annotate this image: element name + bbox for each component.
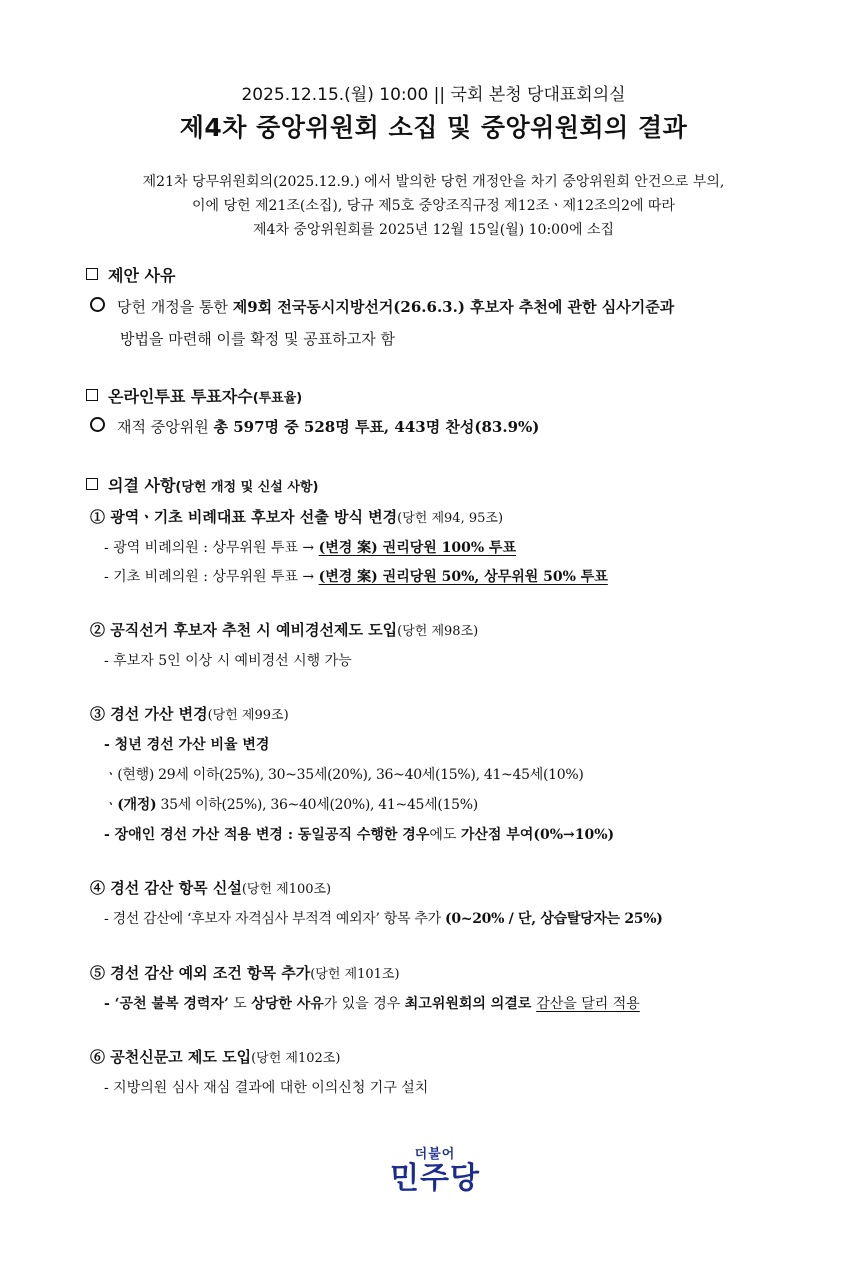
resolution-line (104, 734, 269, 754)
resolution-line (104, 794, 478, 814)
resolution-item-1 (90, 506, 503, 527)
line-text-underlined: (변경 案) 권리당원 50%, 상무위원 50% 투표 (318, 569, 608, 585)
line-text: - 후보자 5인 이상 시 예비경선 시행 가능 (104, 653, 352, 669)
line-text: - 경선 감산에 ‘후보자 자격심사 부적격 예외자’ 항목 추가 (104, 911, 446, 927)
resolution-title: ② 공직선거 후보자 추천 시 예비경선제도 도입 (90, 621, 398, 639)
resolution-line (104, 908, 663, 928)
resolution-item-6 (90, 1046, 340, 1067)
online-vote-item (90, 416, 539, 437)
resolution-ref: (당헌 제98조) (397, 624, 479, 639)
line-text-bold: 상당한 사유 (251, 996, 324, 1012)
square-bullet-icon (86, 268, 98, 280)
resolution-ref: (당헌 제102조) (251, 1051, 341, 1066)
line-text: - 기초 비례의원 : 상무위원 투표 → (104, 569, 319, 585)
section-heading-online-vote (86, 384, 302, 407)
vote-result-text: 총 597명 중 528명 투표, 443명 찬성(83.9%) (213, 418, 540, 436)
item-text: 당헌 개정을 통한 (117, 298, 233, 316)
resolution-line (104, 566, 608, 586)
circle-bullet-icon (90, 417, 105, 432)
intro-paragraph (40, 170, 827, 242)
intro-line: 제4차 중앙위원회를 2025년 12월 15일(월) 10:00에 소집 (253, 222, 614, 238)
page-title: 제4차 중앙위원회 소집 및 중앙위원회의 결과 (179, 113, 688, 142)
section-heading-proposal-reason (86, 263, 175, 286)
meeting-datetime-place: 2025.12.15.(월) 10:00 || 국회 본청 당대표회의실 (241, 85, 626, 105)
proposal-reason-item (90, 296, 674, 317)
logo-top-text: 더불어 (414, 1147, 456, 1162)
resolution-title: ⑤ 경선 감산 예외 조건 항목 추가 (90, 964, 311, 982)
resolution-item-3 (90, 703, 289, 724)
line-text: - 청년 경선 가산 비율 변경 (104, 737, 270, 753)
section-heading-sub: (투표율) (252, 391, 303, 406)
line-text-bold: - 장애인 경선 가산 적용 변경 : (104, 827, 298, 843)
line-text-bold: 가산점 부여(0%→10%) (460, 827, 615, 843)
line-text: ㆍ (104, 797, 118, 813)
line-text-bold: - ‘공천 불복 경력자’ (104, 996, 229, 1012)
resolution-ref: (당헌 제100조) (241, 882, 332, 897)
resolution-line (104, 993, 640, 1013)
line-text: ㆍ(현행) 29세 이하(25%), 30~35세(20%), 36~40세(15%), 41~45세(10%) (104, 767, 584, 783)
resolution-title: ⑥ 공천신문고 제도 도입 (90, 1048, 252, 1066)
section-heading-text: 의결 사항 (108, 476, 176, 495)
section-heading-text: 제안 사유 (108, 266, 176, 285)
resolution-title: ④ 경선 감산 항목 신설 (90, 879, 242, 897)
square-bullet-icon (86, 478, 98, 490)
resolution-ref: (당헌 제94, 95조) (397, 511, 504, 526)
line-text: 에도 (429, 827, 461, 843)
line-text-bold: (개정) (117, 797, 157, 813)
line-text: - 지방의원 심사 재심 결과에 대한 이의신청 기구 설치 (104, 1080, 429, 1096)
resolution-item-2 (90, 619, 478, 640)
circle-bullet-icon (90, 297, 105, 312)
resolution-item-4 (90, 877, 331, 898)
item-text: 재적 중앙위원 (117, 418, 214, 436)
section-heading-resolutions (86, 473, 318, 496)
item-text-bold: 제9회 전국동시지방선거(26.6.3.) 후보자 추천에 관한 심사기준과 (232, 298, 675, 316)
square-bullet-icon (86, 389, 98, 401)
resolution-ref: (당헌 제99조) (207, 708, 289, 723)
section-heading-sub: (당헌 개정 및 신설 사항) (175, 480, 319, 495)
resolution-line (104, 537, 516, 557)
logo-main-text: 민주당 (390, 1161, 480, 1196)
line-text-bold: 동일공직 수행한 경우 (297, 827, 430, 843)
line-text-underlined: (변경 案) 권리당원 100% 투표 (318, 540, 517, 556)
section-heading-text: 온라인투표 투표자수 (108, 387, 253, 406)
intro-line: 이에 당헌 제21조(소집), 당규 제5호 중앙조직규정 제12조ㆍ제12조의2에 따라 (192, 198, 675, 214)
party-logo (380, 1148, 490, 1210)
line-text-bold: 최고위원회의 의결로 (404, 996, 537, 1012)
resolution-title: ③ 경선 가산 변경 (90, 705, 208, 723)
line-text: 35세 이하(25%), 36~40세(20%), 41~45세(15%) (156, 797, 478, 813)
line-text-underlined: 감산을 달리 적용 (536, 996, 640, 1012)
proposal-reason-item-continued: 방법을 마련해 이를 확정 및 공표하고자 함 (120, 330, 395, 348)
line-text-bold: (0~20% / 단, 상습탈당자는 25%) (445, 911, 663, 927)
line-text: - 광역 비례의원 : 상무위원 투표 → (104, 540, 319, 556)
resolution-line (104, 650, 352, 670)
line-text: 가 있을 경우 (323, 996, 405, 1012)
resolution-item-5 (90, 962, 400, 983)
resolution-line (104, 764, 584, 784)
intro-line: 제21차 당무위원회의(2025.12.9.) 에서 발의한 당헌 개정안을 차기 중앙위원회 안건으로 부의, (142, 174, 725, 190)
resolution-line (104, 824, 614, 844)
resolution-title: ① 광역ㆍ기초 비례대표 후보자 선출 방식 변경 (90, 508, 398, 526)
resolution-line (104, 1077, 428, 1097)
line-text: 도 (228, 996, 252, 1012)
resolution-ref: (당헌 제101조) (310, 967, 400, 982)
